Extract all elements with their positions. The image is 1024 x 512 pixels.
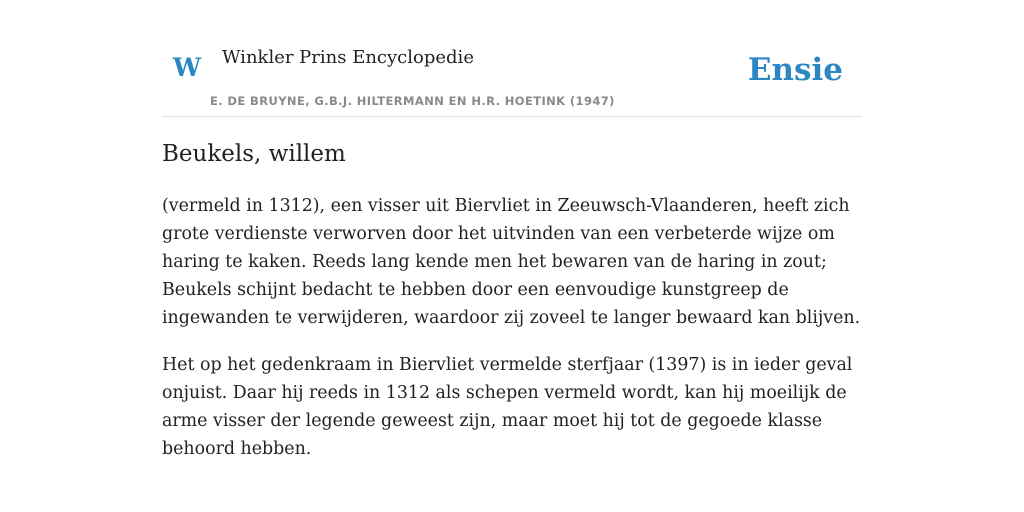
article (162, 138, 862, 463)
source-title[interactable]: Winkler Prins Encyclopedie (222, 47, 474, 68)
article-paragraph: Het op het gedenkraam in Biervliet vermelde sterfjaar (1397) is in ieder geval onjuist. Daar hij reeds in 1312 als schepen vermeld wordt, kan hij moeilijk de arme visser der legende geweest zijn, maar moet hij tot de gegoede klasse behoord hebben. (162, 355, 853, 459)
source-logo[interactable]: W (173, 53, 202, 82)
article-paragraph: (vermeld in 1312), een visser uit Biervliet in Zeeuwsch-Vlaanderen, heeft zich grote verdienste verworven door het uitvinden van een verbeterde wijze om haring te kaken. Reeds lang kende men het bewaren van de haring in zout; Beukels schijnt bedacht te hebben door een eenvoudige kunstgreep de ingewanden te verwijderen, waardoor zij zoveel te langer bewaard kan blijven. (162, 196, 861, 328)
brand-logo[interactable]: Ensie (747, 52, 843, 88)
article-title: Beukels, willem (162, 141, 346, 167)
source-authors: E. DE BRUYNE, G.B.J. HILTERMANN EN H.R. HOETINK (1947) (210, 94, 615, 108)
source-header (162, 36, 862, 117)
